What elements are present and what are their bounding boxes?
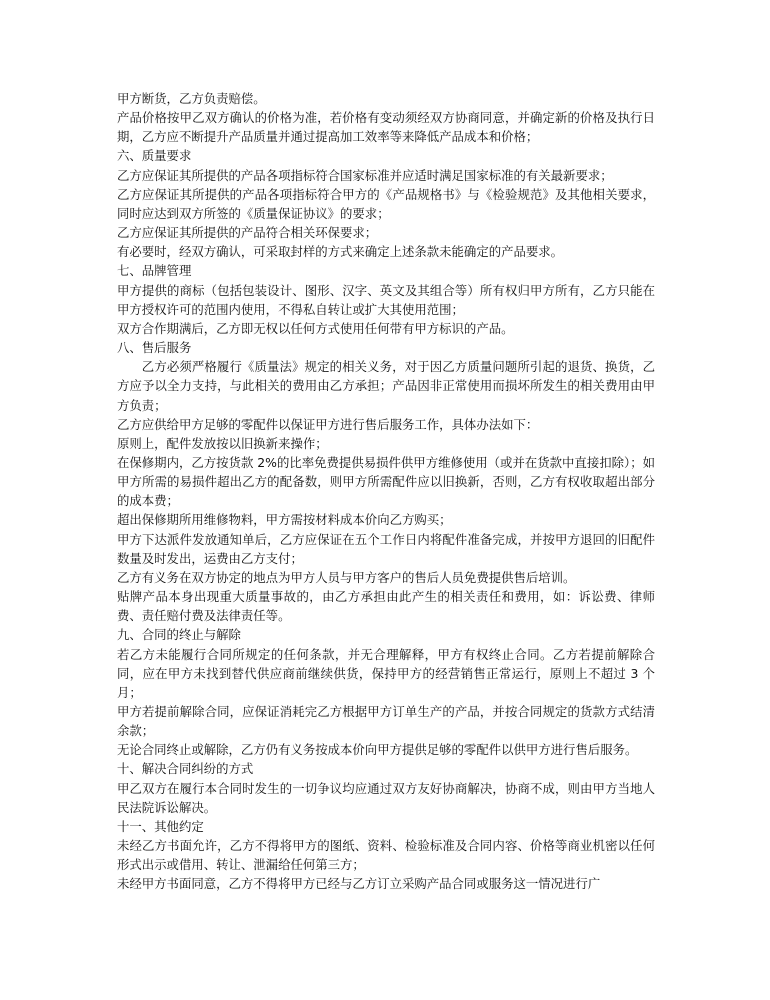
section-heading-termination: 九、合同的终止与解除 [117,627,241,643]
paragraph: 乙方应保证其所提供的产品符合相关环保要求； [117,225,378,241]
document-body [117,89,655,894]
paragraph: 原则上，配件发放按以旧换新来操作； [117,435,328,451]
paragraph: 产品价格按甲乙双方确认的价格为准，若价格有变动须经双方协商同意，并确定新的价格及执行日期，乙方应不断提升产品质量并通过提高加工效率等来降低产品成本和价格； [117,110,655,145]
paragraph: 甲方提供的商标（包括包装设计、图形、汉字、英文及其组合等）所有权归甲方所有，乙方只能在甲方授权许可的范围内使用，不得私自转让或扩大其使用范围； [117,282,655,317]
paragraph: 双方合作期满后，乙方即无权以任何方式使用任何带有甲方标识的产品。 [117,320,514,336]
paragraph: 乙方应供给甲方足够的零配件以保证甲方进行售后服务工作，具体办法如下： [117,416,539,432]
paragraph: 甲方下达派件发放通知单后，乙方应保证在五个工作日内将配件准备完成，并按甲方退回的旧配件数量及时发出，运费由乙方支付； [117,531,655,566]
paragraph: 甲方若提前解除合同，应保证消耗完乙方根据甲方订单生产的产品，并按合同规定的货款方式结清余款； [117,704,655,739]
paragraph: 在保修期内，乙方按货款 2%的比率免费提供易损件供甲方维修使用（或并在货款中直接扣除）；如甲方所需的易损件超出乙方的配备数，则甲方所需配件应以旧换新，否则，乙方有权收取超出部分的成本费； [117,454,655,509]
section-heading-after-sales: 八、售后服务 [117,340,192,356]
paragraph: 有必要时，经双方确认，可采取封样的方式来确定上述条款未能确定的产品要求。 [117,244,564,260]
section-heading-other: 十一、其他约定 [117,818,204,834]
paragraph: 乙方必须严格履行《质量法》规定的相关义务，对于因乙方质量问题所引起的退货、换货，乙方应予以全力支持，与此相关的费用由乙方承担；产品因非正常使用而损坏所发生的相关费用由甲方负责； [117,359,655,413]
section-heading-quality: 六、质量要求 [117,148,192,164]
paragraph: 若乙方未能履行合同所规定的任何条款，并无合理解释，甲方有权终止合同。乙方若提前解除合同，应在甲方未找到替代供应商前继续供货，保持甲方的经营销售正常运行，原则上不超过 3 个月； [117,646,655,700]
section-heading-disputes: 十、解决合同纠纷的方式 [117,761,254,777]
paragraph: 无论合同终止或解除，乙方仍有义务按成本价向甲方提供足够的零配件以供甲方进行售后服务。 [117,742,638,758]
paragraph: 乙方有义务在双方协定的地点为甲方人员与甲方客户的售后人员免费提供售后培训。 [117,569,576,585]
section-heading-brand: 七、品牌管理 [117,263,192,279]
paragraph: 贴牌产品本身出现重大质量事故的，由乙方承担由此产生的相关责任和费用，如：诉讼费、律师费、责任赔付费及法律责任等。 [117,589,655,624]
paragraph: 乙方应保证其所提供的产品各项指标符合甲方的《产品规格书》与《检验规范》及其他相关要求，同时应达到双方所签的《质量保证协议》的要求； [117,186,655,221]
paragraph: 未经乙方书面允许，乙方不得将甲方的图纸、资料、检验标准及合同内容、价格等商业机密以任何形式出示或借用、转让、泄漏给任何第三方； [117,838,655,873]
paragraph: 甲乙双方在履行本合同时发生的一切争议均应通过双方友好协商解决，协商不成，则由甲方当地人民法院诉讼解决。 [117,780,655,815]
paragraph: 未经甲方书面同意，乙方不得将甲方已经与乙方订立采购产品合同或服务这一情况进行广 [117,876,601,892]
paragraph: 甲方断货，乙方负责赔偿。 [117,91,266,106]
paragraph: 超出保修期所用维修物料，甲方需按材料成本价向乙方购买； [117,512,452,528]
paragraph: 乙方应保证其所提供的产品各项指标符合国家标准并应适时满足国家标准的有关最新要求； [117,167,613,183]
